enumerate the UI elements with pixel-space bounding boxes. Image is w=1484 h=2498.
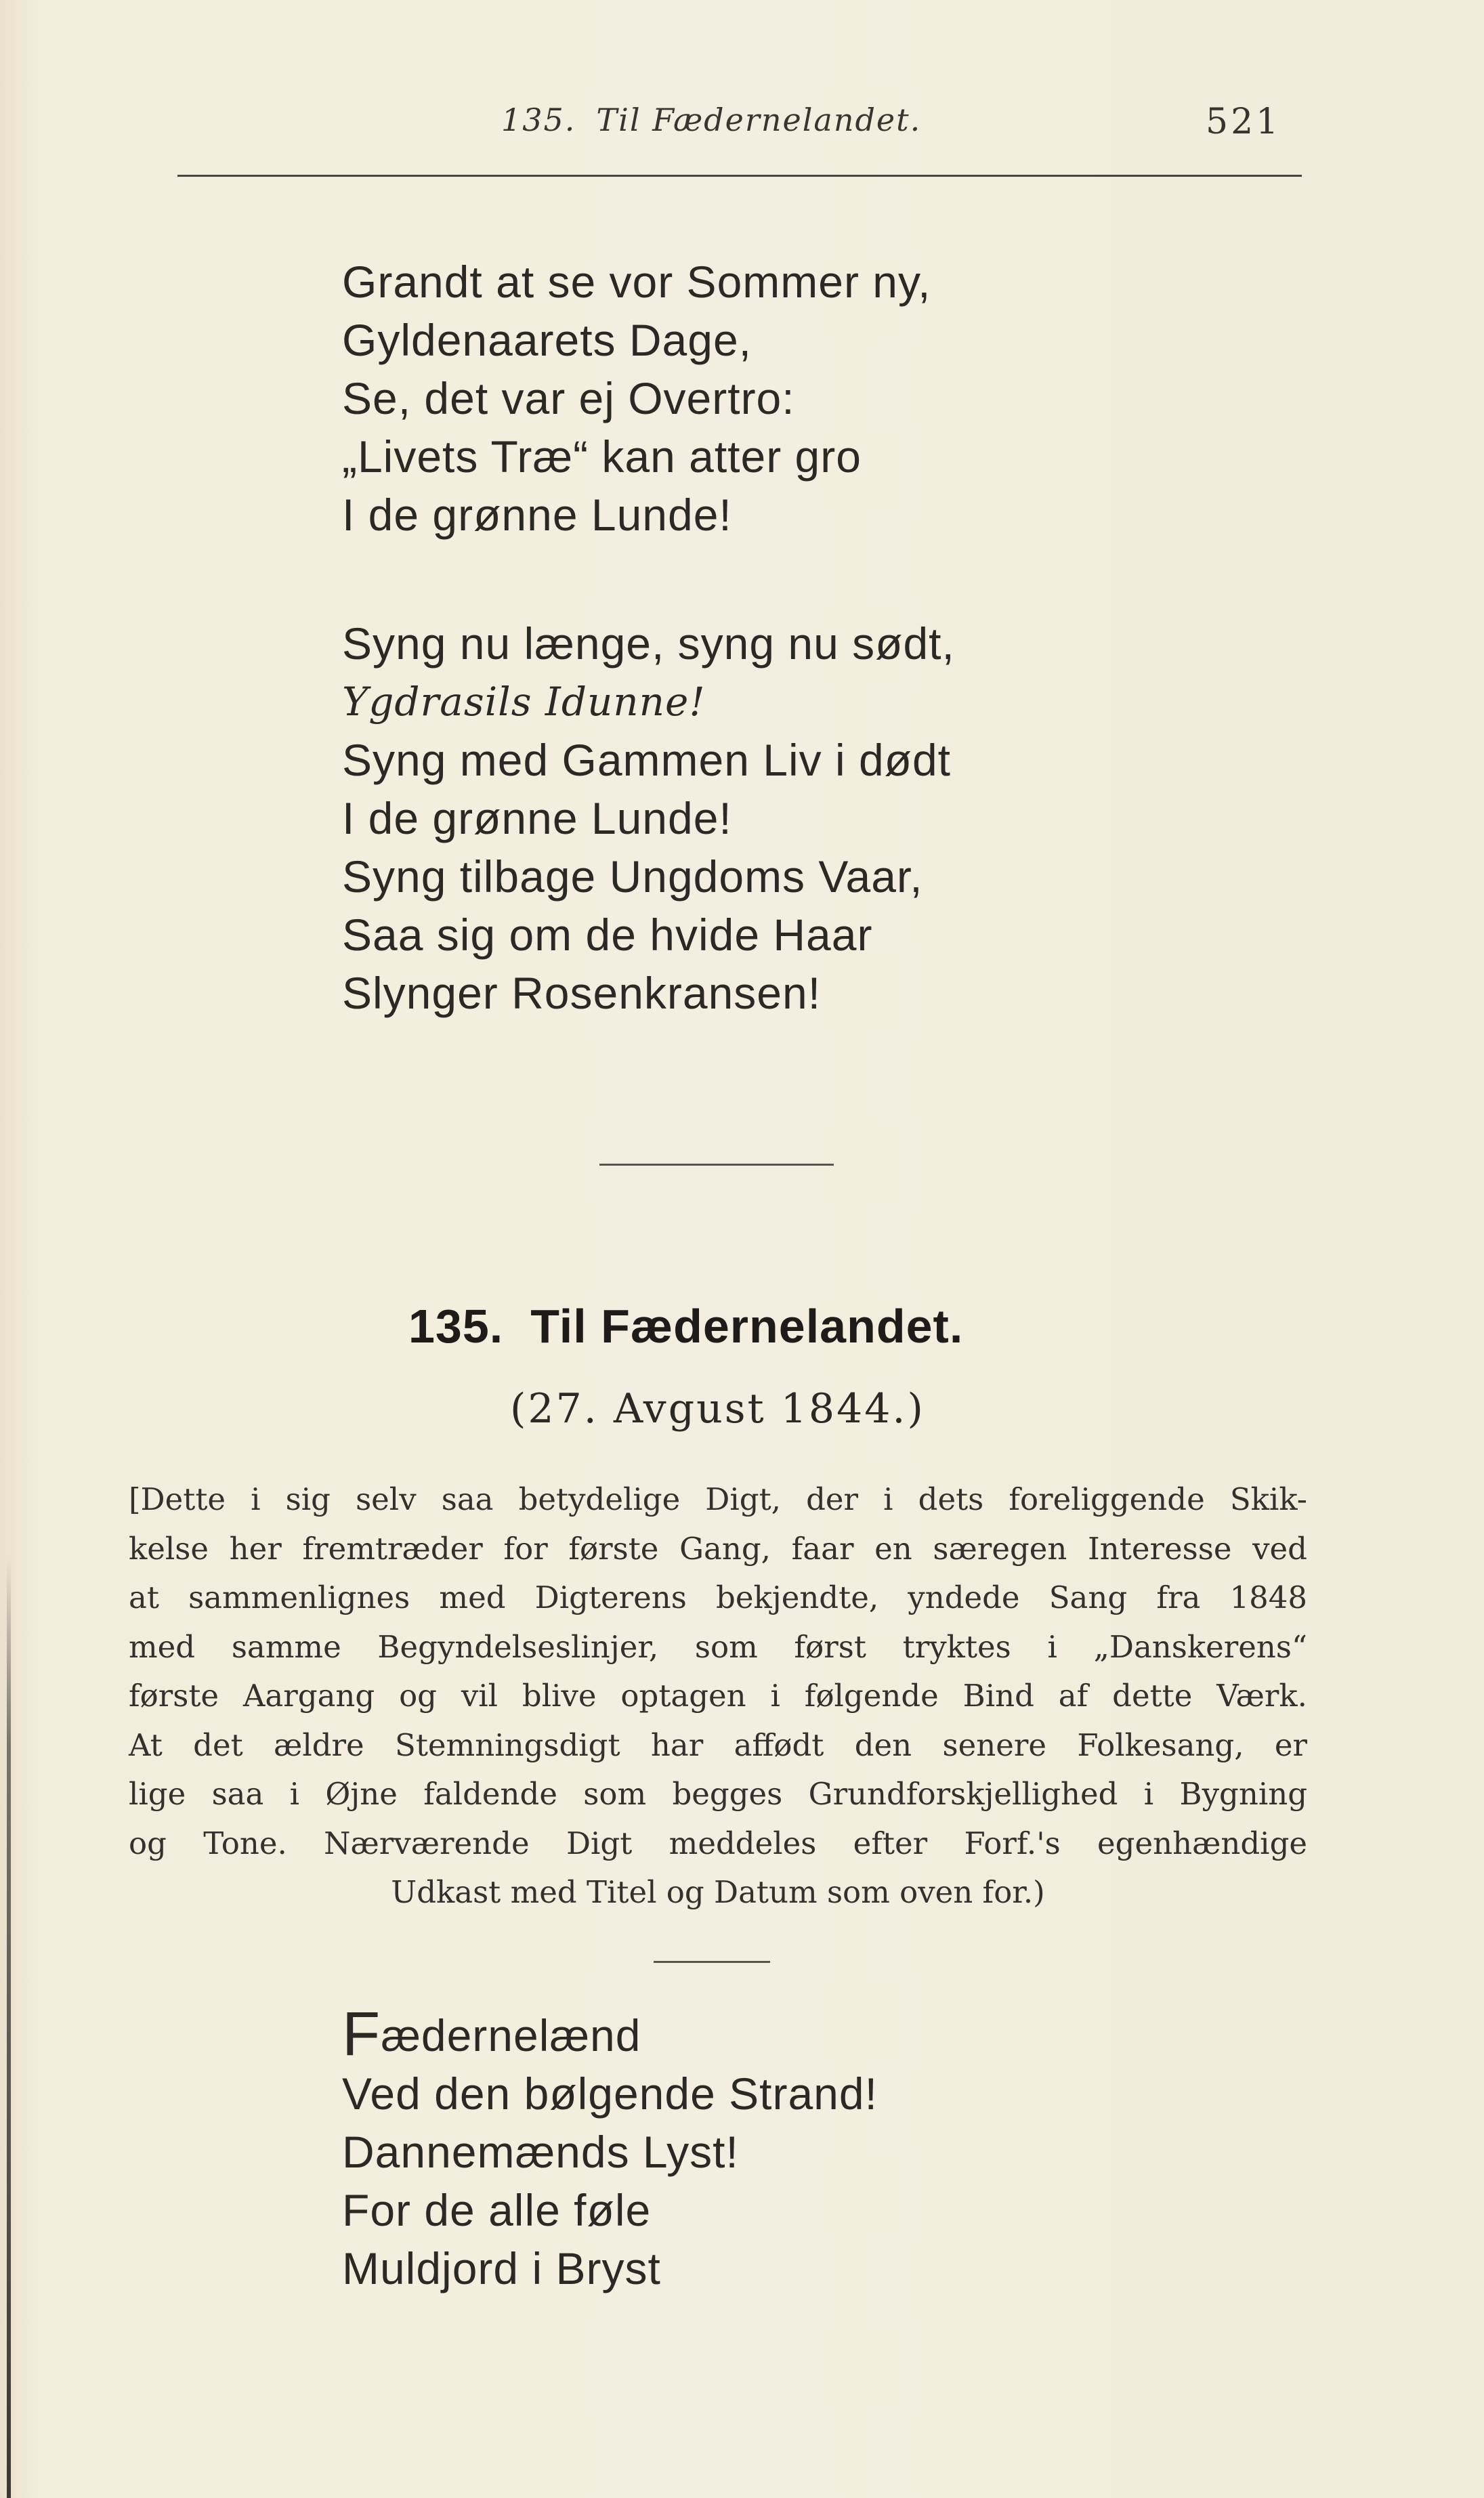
verse-line-first bbox=[342, 1999, 878, 2069]
poem-title-text: Til Fædernelandet. bbox=[530, 1300, 964, 1353]
verse-line: Grandt at se vor Sommer ny, bbox=[342, 257, 931, 307]
verse-line: Ved den bølgende Strand! bbox=[342, 2069, 878, 2119]
note-line: kelse her fremtræder for første Gang, faar en særegen Interesse ved bbox=[129, 1530, 1307, 1567]
note-line: Udkast med Titel og Datum som oven for.) bbox=[391, 1874, 1045, 1910]
verse-line: Gyldenaarets Dage, bbox=[342, 315, 752, 365]
note-line: første Aargang og vil blive optagen i følgende Bind af dette Værk. bbox=[129, 1678, 1307, 1714]
verse-line: Dannemænds Lyst! bbox=[342, 2127, 739, 2177]
verse-line: For de alle føle bbox=[342, 2185, 652, 2235]
note-line: lige saa i Øjne faldende som begges Grundforskjellighed i Bygning bbox=[129, 1776, 1307, 1812]
editorial-note bbox=[129, 1475, 1307, 1918]
verse-line: I de grønne Lunde! bbox=[342, 793, 732, 843]
verse-line-first-rest: ædernelænd bbox=[381, 2010, 641, 2060]
note-line: og Tone. Nærværende Digt meddeles efter Forf.'s egenhændige bbox=[129, 1825, 1307, 1861]
running-head bbox=[501, 102, 921, 138]
verse-line: I de grønne Lunde! bbox=[342, 490, 732, 540]
note-line: At det ældre Stemningsdigt har affødt den senere Folkesang, er bbox=[129, 1727, 1307, 1763]
verse-line-italic: Ygdrasils Idunne! bbox=[342, 679, 706, 725]
verse-line: Se, det var ej Overtro: bbox=[342, 373, 795, 423]
verse-line: Syng nu længe, syng nu sødt, bbox=[342, 618, 955, 669]
short-divider bbox=[654, 1961, 770, 1963]
verse-line: Saa sig om de hvide Haar bbox=[342, 910, 873, 960]
stanza-1 bbox=[342, 253, 931, 544]
page-number: 521 bbox=[1206, 102, 1281, 142]
stanza-2 bbox=[342, 614, 955, 1022]
poem-stanza-1 bbox=[342, 1999, 878, 2298]
verse-line: Syng med Gammen Liv i dødt bbox=[342, 735, 952, 785]
note-line: [Dette i sig selv saa betydelige Digt, der i dets foreliggende Skik- bbox=[129, 1481, 1307, 1517]
note-line: med samme Begyndelseslinjer, som først tryktes i „Danskerens“ bbox=[129, 1628, 1307, 1665]
poem-number: 135. bbox=[408, 1300, 504, 1353]
section-divider bbox=[599, 1164, 834, 1166]
poem-date: (27. Avgust 1844.) bbox=[510, 1385, 925, 1433]
verse-line: Syng tilbage Ungdoms Vaar, bbox=[342, 851, 923, 902]
poem-title bbox=[408, 1299, 963, 1353]
verse-line: Muldjord i Bryst bbox=[342, 2243, 661, 2293]
drop-cap: F bbox=[342, 1999, 381, 2069]
header-rule bbox=[177, 175, 1302, 177]
verse-line: Slynger Rosenkransen! bbox=[342, 968, 822, 1018]
running-head-title: Til Fædernelandet. bbox=[596, 102, 922, 138]
verse-line: „Livets Træ“ kan atter gro bbox=[342, 431, 862, 482]
note-line: at sammenlignes med Digterens bekjendte, yndede Sang fra 1848 bbox=[129, 1580, 1307, 1615]
running-head-number: 135. bbox=[501, 102, 576, 138]
page-spine-shadow bbox=[7, 1558, 11, 2498]
